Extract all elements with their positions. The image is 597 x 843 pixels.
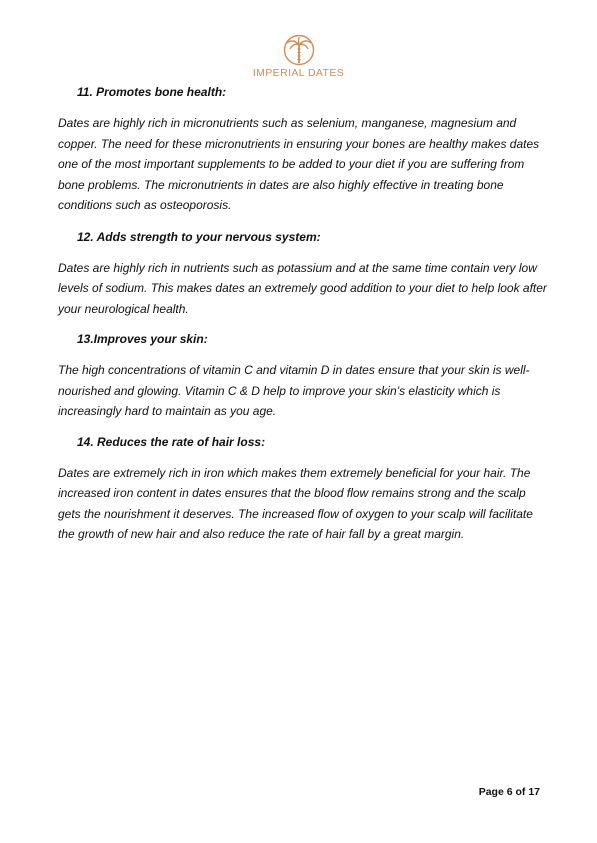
section-heading: 11. Promotes bone health: bbox=[77, 85, 227, 99]
section-skin bbox=[58, 330, 548, 422]
section-heading: 14. Reduces the rate of hair loss: bbox=[77, 434, 266, 449]
section-hair-loss bbox=[58, 433, 548, 545]
brand-name: IMPERIAL DATES bbox=[252, 67, 345, 79]
section-paragraph: The high concentrations of vitamin C and vitamin D in dates ensure that your skin is well-nourished and glowing. Vitamin C & D help to improve your skin’s elasticity which is increasingly hard to maintain as you age. bbox=[58, 363, 530, 418]
section-paragraph: Dates are extremely rich in iron which makes them extremely beneficial for your hair. The increased iron content in dates ensures that the blood flow remains strong and the scalp gets the nourishment it deserves. The increased flow of oxygen to your scalp will facilitate the growth of new hair and also reduce the rate of hair fall by a great margin. bbox=[58, 465, 533, 541]
date-palm-emblem-icon bbox=[282, 34, 316, 66]
section-nervous-system bbox=[58, 228, 548, 320]
section-paragraph: Dates are highly rich in nutrients such as potassium and at the same time contain very low levels of sodium. This makes dates an extremely good addition to your diet to help look after your neurological health. bbox=[58, 260, 547, 316]
page-number: Page 6 of 17 bbox=[478, 786, 540, 798]
section-heading: 13.Improves your skin: bbox=[77, 332, 208, 346]
document-body bbox=[58, 83, 548, 545]
section-heading: 12. Adds strength to your nervous system: bbox=[77, 229, 321, 244]
section-bone-health bbox=[58, 83, 548, 216]
brand-logo bbox=[0, 34, 597, 79]
section-paragraph: Dates are highly rich in micronutrients such as selenium, manganese, magnesium and copper. The need for these micronutrients in ensuring your bones are healthy makes dates one of the most important supplements to be added to your diet if you are suffering from bone problems. The micronutrients in dates are also highly effective in treating bone conditions such as osteoporosis. bbox=[58, 116, 540, 212]
